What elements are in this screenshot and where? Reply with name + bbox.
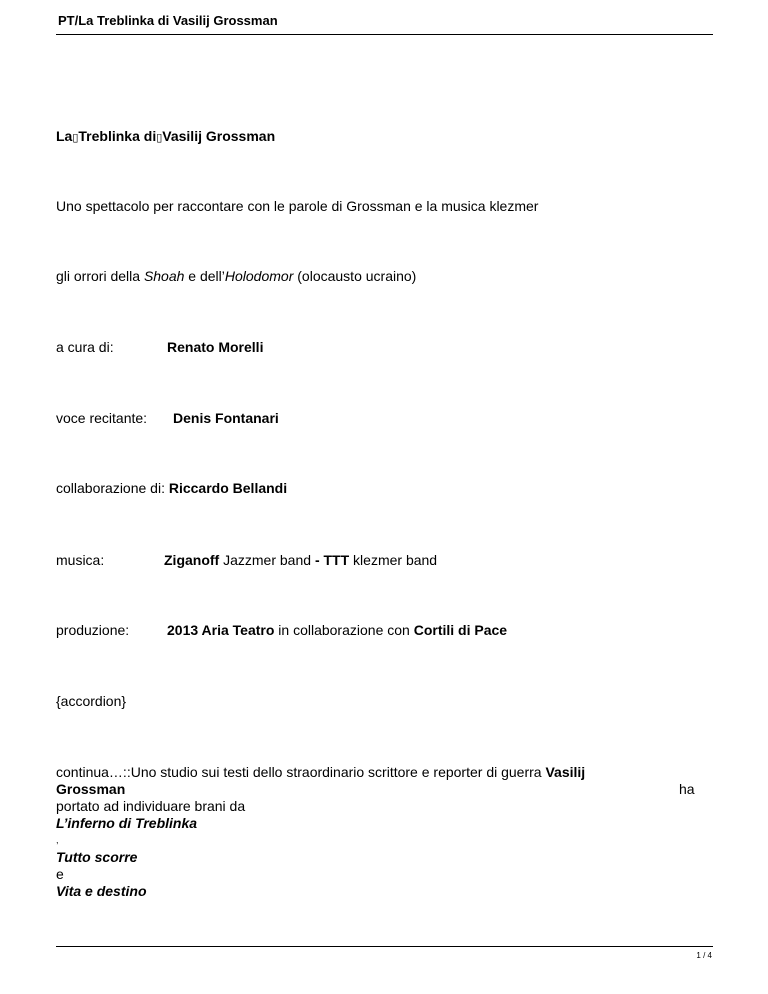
title-word: La [56, 128, 73, 144]
collab-line [56, 480, 287, 497]
continua-line-2 [56, 781, 125, 798]
cura-label: a cura di: [56, 339, 114, 355]
book-title-2: Tutto scorre [56, 849, 138, 865]
header-rule [56, 34, 713, 35]
musica-value [164, 552, 437, 569]
band-text: klezmer band [349, 552, 438, 568]
comma: , [56, 835, 59, 845]
band-name: Ziganoff [164, 552, 220, 568]
title-separator: ▯ [72, 132, 79, 144]
intro-line-1: Uno spettacolo per raccontare con le parole di Grossman e la musica klezmer [56, 198, 539, 214]
band-text: Jazzmer band [219, 552, 315, 568]
title-word: Treblinka di [78, 128, 157, 144]
voce-label: voce recitante: [56, 410, 148, 426]
cura-name: Renato Morelli [167, 339, 264, 355]
continua-line-3: portato ad individuare brani da [56, 798, 246, 814]
intro-text: e dell’ [184, 268, 225, 284]
voce-value [173, 410, 279, 427]
band-name: - TTT [314, 552, 350, 568]
page-number: 1 / 4 [696, 951, 712, 960]
book-title-1: L’inferno di Treblinka [56, 815, 198, 831]
book-title-3: Vita e destino [56, 883, 147, 899]
voce-name: Denis Fontanari [173, 410, 279, 426]
intro-line-2 [56, 268, 416, 285]
prod-partner: Cortili di Pace [413, 622, 508, 638]
accordion-tag: {accordion} [56, 693, 127, 709]
author-last-name: Grossman [56, 781, 126, 797]
continua-line-1 [56, 764, 585, 781]
intro-text: gli orrori della [56, 268, 144, 284]
shoah-term: Shoah [143, 268, 185, 284]
prod-text: in collaborazione con [274, 622, 414, 638]
cura-value [167, 339, 263, 356]
document-title [56, 128, 275, 144]
collab-label: collaborazione di: [56, 480, 169, 496]
collab-name: Riccardo Bellandi [168, 480, 288, 496]
prod-value [167, 622, 507, 639]
footer-rule [56, 946, 713, 947]
title-separator: ▯ [156, 132, 163, 144]
prod-company: 2013 Aria Teatro [167, 622, 275, 638]
continua-text: continua…::Uno studio sui testi dello straordinario scrittore e reporter di guerra [56, 764, 546, 780]
conjunction: e [56, 866, 64, 882]
author-first-name: Vasilij [545, 764, 586, 780]
holodomor-term: Holodomor [224, 268, 294, 284]
intro-text: (olocausto ucraino) [293, 268, 417, 284]
prod-label: produzione: [56, 622, 130, 638]
continua-ha: ha [679, 781, 695, 797]
title-word: Vasilij Grossman [162, 128, 276, 144]
musica-label: musica: [56, 552, 105, 568]
page-header-title: PT/La Treblinka di Vasilij Grossman [58, 13, 278, 28]
